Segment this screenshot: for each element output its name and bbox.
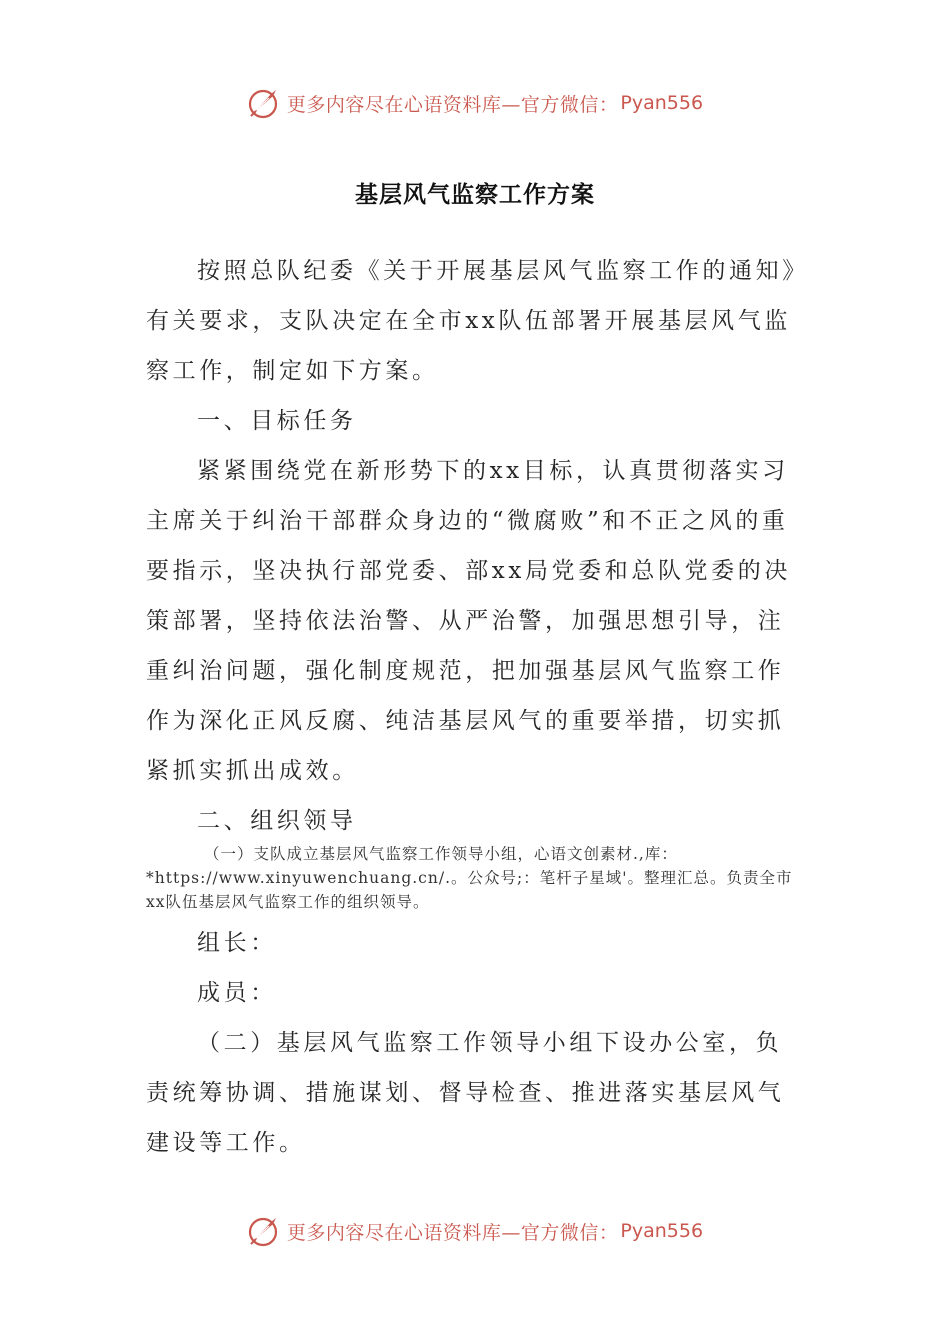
group-members-label: 成员： <box>197 980 277 1006</box>
quill-pen-logo-icon <box>247 1214 281 1248</box>
watermark-footer <box>0 1211 950 1251</box>
watermark-wechat-id: Pyan556 <box>620 92 704 114</box>
section-goals-paragraph: 紧紧围绕党在新形势下的xx目标，认真贯彻落实习主席关于纠治干部群众身边的“微腐败”和不正之风的重要指示，坚决执行部党委、部xx局党委和总队党委的决策部署，坚持依法治警、从严治警，加强思想引导，注重纠治问题，强化制度规范，把加强基层风气监察工作作为深化正风反腐、纯洁基层风气的重要举措，切实抓紧抓实抓出成效。 <box>146 458 791 784</box>
group-leader-label: 组长： <box>197 930 277 956</box>
document-title: 基层风气监察工作方案 <box>355 181 595 208</box>
watermark-wechat-id: Pyan556 <box>620 1220 704 1242</box>
section-heading-organization: 二、组织领导 <box>197 808 357 834</box>
section-heading-goals: 一、目标任务 <box>197 408 357 434</box>
organization-note <box>146 842 802 914</box>
watermark-text: 更多内容尽在心语资料库—官方微信： <box>286 1221 619 1244</box>
watermark-text: 更多内容尽在心语资料库—官方微信： <box>286 93 619 116</box>
organization-note-line1: （一）支队成立基层风气监察工作领导小组，心语文创素材.,库： <box>204 845 678 863</box>
office-paragraph: （二）基层风气监察工作领导小组下设办公室，负责统筹协调、措施谋划、督导检查、推进落实基层风气建设等工作。 <box>146 1030 785 1156</box>
quill-pen-logo-icon <box>247 86 281 120</box>
watermark-header <box>0 83 950 123</box>
organization-note-line2: *https://www.xinyuwenchuang.cn/.。公众号;：笔杆子星域'。整理汇总。负责全市xx队伍基层风气监察工作的组织领导。 <box>146 869 793 911</box>
intro-paragraph: 按照总队纪委《关于开展基层风气监察工作的通知》有关要求，支队决定在全市xx队伍部署开展基层风气监察工作，制定如下方案。 <box>146 258 798 384</box>
